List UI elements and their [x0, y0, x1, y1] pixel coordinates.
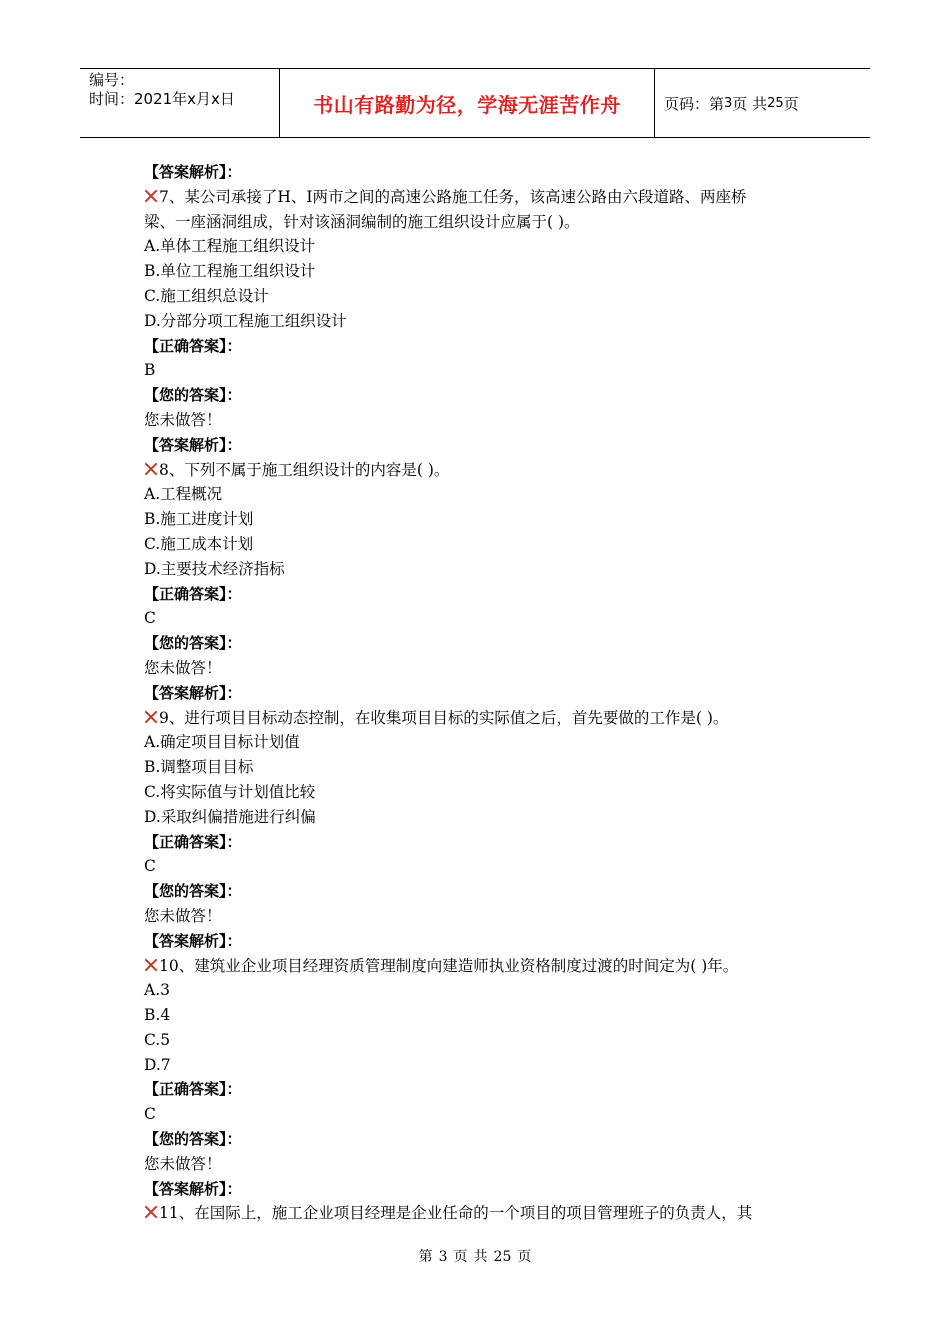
option-a: A.工程概况	[144, 485, 223, 504]
correct-answer-value: C	[144, 1105, 156, 1124]
header-meta	[80, 69, 280, 137]
question-7	[144, 185, 824, 458]
option-c: C.施工组织总设计	[144, 286, 269, 305]
footer-first: 第	[418, 1249, 433, 1265]
your-answer-label: 【您的答案】：	[144, 634, 242, 653]
option-b: B.施工进度计划	[144, 510, 254, 529]
option-c: C.将实际值与计划值比较	[144, 782, 316, 801]
correct-answer-value: C	[144, 609, 156, 628]
wrong-mark-icon	[144, 462, 158, 476]
option-d: D.7	[144, 1055, 171, 1074]
page-footer	[0, 1246, 950, 1266]
footer-current-page: 3	[438, 1249, 448, 1265]
question-stem-continued: 梁、一座涵洞组成，针对该涵洞编制的施工组织设计应属于( )。	[144, 212, 580, 231]
option-b: B.4	[144, 1006, 171, 1025]
option-d: D.采取纠偏措施进行纠偏	[144, 807, 316, 826]
wrong-mark-icon	[144, 189, 158, 203]
correct-answer-value: C	[144, 857, 156, 876]
correct-answer-value: B	[144, 361, 156, 380]
question-stem: 9、进行项目目标动态控制，在收集项目目标的实际值之后，首先要做的工作是( )。	[159, 708, 729, 727]
option-b: B.调整项目目标	[144, 758, 254, 777]
page-header	[80, 68, 870, 138]
question-list	[144, 160, 824, 1226]
question-9	[144, 706, 824, 954]
question-stem: 10、建筑业企业项目经理资质管理制度向建造师执业资格制度过渡的时间定为( )年。	[159, 956, 739, 975]
page-total: 25	[767, 95, 784, 111]
option-d: D.主要技术经济指标	[144, 559, 285, 578]
your-answer-label: 【您的答案】：	[144, 1130, 242, 1149]
footer-page-word: 页	[453, 1249, 468, 1265]
wrong-mark-icon	[144, 1205, 158, 1219]
your-answer-value: 您未做答！	[144, 658, 222, 677]
your-answer-label: 【您的答案】：	[144, 386, 242, 405]
analysis-label: 【答案解析】：	[144, 683, 242, 702]
analysis-label: 【答案解析】：	[144, 1179, 242, 1198]
page-prefix: 页码：第	[664, 94, 725, 113]
option-a: A.3	[144, 981, 170, 1000]
header-motto: 书山有路勤为径，学海无涯苦作舟	[280, 69, 655, 137]
your-answer-value: 您未做答！	[144, 906, 222, 925]
page-mid: 页 共	[732, 94, 768, 113]
question-stem: 8、下列不属于施工组织设计的内容是( )。	[159, 460, 450, 479]
doc-time-label: 时间：2021年x月x日	[89, 90, 235, 108]
correct-answer-label: 【正确答案】：	[144, 584, 242, 603]
question-stem: 11、在国际上，施工企业项目经理是企业任命的一个项目的项目管理班子的负责人，其	[159, 1204, 753, 1223]
option-a: A.确定项目目标计划值	[144, 733, 300, 752]
your-answer-value: 您未做答！	[144, 1154, 222, 1173]
analysis-label: 【答案解析】：	[144, 931, 242, 950]
wrong-mark-icon	[144, 710, 158, 724]
page-suffix: 页	[783, 94, 799, 113]
correct-answer-label: 【正确答案】：	[144, 336, 242, 355]
option-a: A.单体工程施工组织设计	[144, 237, 316, 256]
option-c: C.5	[144, 1030, 171, 1049]
question-8	[144, 458, 824, 706]
footer-page-word-2: 页	[517, 1249, 532, 1265]
correct-answer-label: 【正确答案】：	[144, 1080, 242, 1099]
footer-total-pages: 25	[493, 1249, 512, 1265]
your-answer-label: 【您的答案】：	[144, 882, 242, 901]
wrong-mark-icon	[144, 958, 158, 972]
doc-number-label: 编号：	[89, 71, 135, 89]
analysis-label: 【答案解析】：	[144, 435, 242, 454]
option-c: C.施工成本计划	[144, 534, 254, 553]
question-stem: 7、某公司承接了H、I两市之间的高速公路施工任务，该高速公路由六段道路、两座桥	[159, 187, 747, 206]
question-11	[144, 1201, 824, 1226]
analysis-label: 【答案解析】：	[144, 163, 242, 181]
option-b: B.单位工程施工组织设计	[144, 262, 316, 281]
header-page-info	[655, 69, 870, 137]
question-10	[144, 954, 824, 1202]
correct-answer-label: 【正确答案】：	[144, 832, 242, 851]
option-d: D.分部分项工程施工组织设计	[144, 311, 347, 330]
your-answer-value: 您未做答！	[144, 410, 222, 429]
page-current: 3	[724, 95, 733, 111]
footer-total-label: 共	[473, 1249, 488, 1265]
